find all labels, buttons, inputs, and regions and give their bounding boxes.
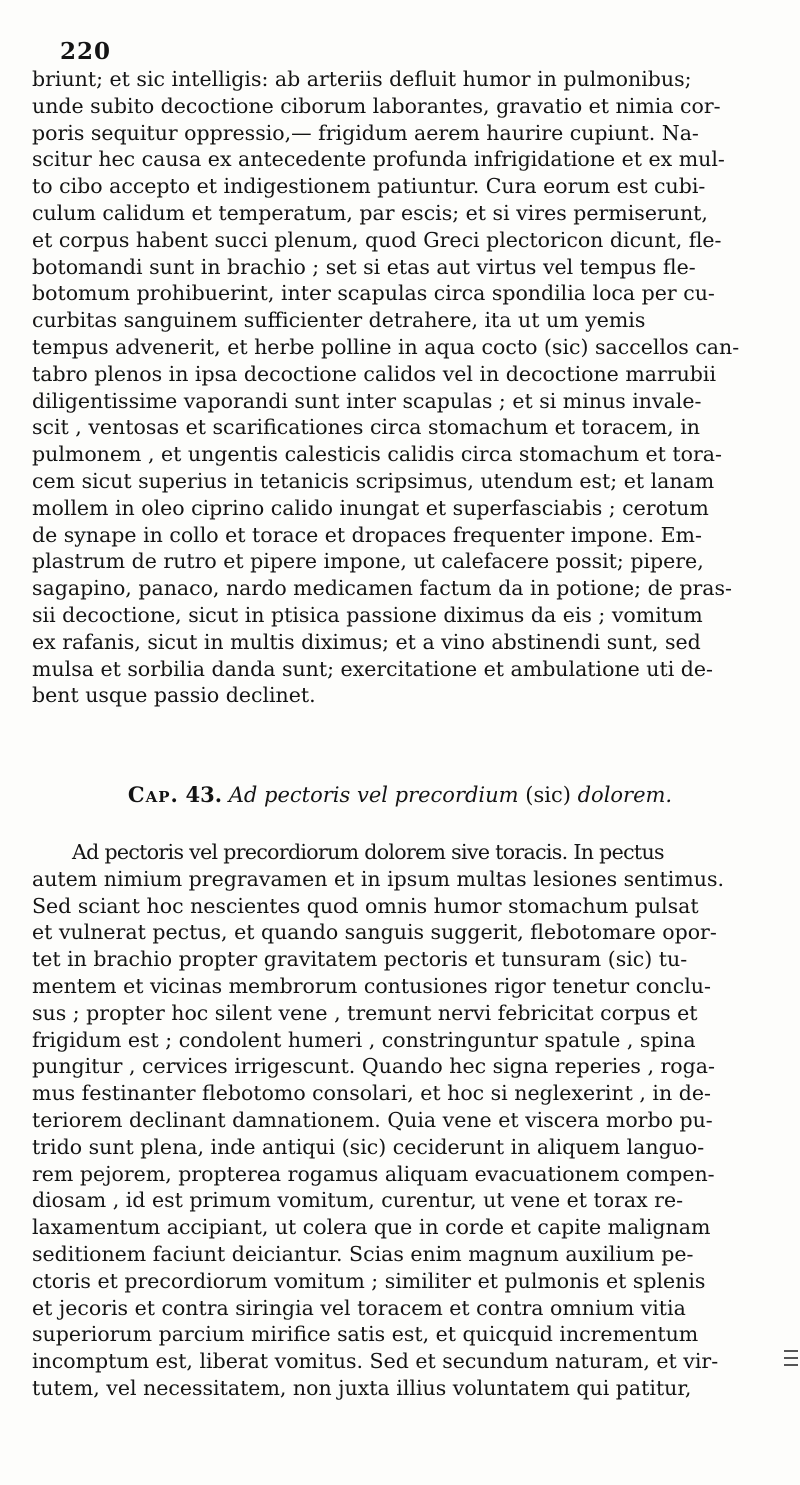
text-line: pulmonem , et ungentis calesticis calidis circa stomachum et tora- — [32, 442, 722, 467]
text-line: unde subito decoctione ciborum laborantes, gravatio et nimia cor- — [32, 93, 721, 118]
text-line: mus festinanter flebotomo consolari, et hoc si neglexerint , in de- — [32, 1081, 711, 1106]
text-line: plastrum de rutro et pipere impone, ut calefacere possit; pipere, — [32, 549, 704, 574]
text-line: to cibo accepto et indigestionem patiuntur. Cura eorum est cubi- — [32, 174, 706, 199]
text-line: botomum prohibuerint, inter scapulas circa spondilia loca per cu- — [32, 281, 715, 306]
text-line: rem pejorem, propterea rogamus aliquam evacuationem compen- — [32, 1161, 715, 1186]
text-line: autem nimium pregravamen et in ipsum multas lesiones sentimus. — [32, 866, 724, 891]
text-line: scitur hec causa ex antecedente profunda infrigidatione et ex mul- — [32, 147, 725, 172]
text-line: mulsa et sorbilia danda sunt; exercitatione et ambulatione uti de- — [32, 656, 713, 681]
text-line: superiorum parcium mirifice satis est, et quicquid incrementum — [32, 1322, 699, 1347]
text-line: de synape in collo et torace et dropaces frequenter impone. Em- — [32, 522, 702, 547]
text-line: mollem in oleo ciprino calido inungat et superfasciabis ; cerotum — [32, 495, 709, 520]
text-line: trido sunt plena, inde antiqui (sic) ceciderunt in aliquem languo- — [32, 1134, 705, 1159]
text-line: ex rafanis, sicut in multis diximus; et a vino abstinendi sunt, sed — [32, 629, 701, 654]
text-line: et vulnerat pectus, et quando sanguis suggerit, flebotomare opor- — [32, 920, 717, 945]
chapter-title: Ad pectoris vel precordium — [228, 783, 519, 807]
text-line: bent usque passio declinet. — [32, 683, 316, 708]
paragraph-continued — [32, 66, 760, 709]
text-line: diligentissime vaporandi sunt inter scapulas ; et si minus invale- — [32, 388, 702, 413]
text-line: diosam , id est primum vomitum, curentur, ut vene et torax re- — [32, 1188, 684, 1213]
text-line: tet in brachio propter gravitatem pectoris et tunsuram (sic) tu- — [32, 947, 688, 972]
chapter-heading — [0, 781, 800, 809]
text-line: briunt; et sic intelligis: ab arteriis defluit humor in pulmonibus; — [32, 67, 692, 91]
text-line: et jecoris et contra siringia vel toracem et contra omnium vitia — [32, 1295, 686, 1320]
chapter-number: 43. — [185, 782, 223, 807]
text-line: frigidum est ; condolent humeri , constringuntur spatule , spina — [32, 1027, 696, 1052]
chapter-label: Cap. — [127, 782, 179, 807]
text-line: culum calidum et temperatum, par escis; et si vires permiserunt, — [32, 200, 708, 225]
text-line: seditionem faciunt deiciantur. Scias enim magnum auxilium pe- — [32, 1241, 694, 1266]
text-line: scit , ventosas et scarificationes circa stomachum et toracem, in — [32, 415, 700, 440]
text-line: sii decoctione, sicut in ptisica passione diximus da eis ; vomitum — [32, 602, 703, 627]
text-line: tempus advenerit, et herbe polline in aqua cocto (sic) saccellos can- — [32, 334, 740, 359]
text-line: et corpus habent succi plenum, quod Greci plectoricon dicunt, fle- — [32, 227, 722, 252]
text-line: poris sequitur oppressio,— frigidum aerem haurire cupiunt. Na- — [32, 120, 699, 145]
text-line: sus ; propter hoc silent vene , tremunt nervi febricitat corpus et — [32, 1000, 698, 1025]
page-edge-mark — [784, 1350, 798, 1380]
text-line: botomandi sunt in brachio ; set si etas aut virtus vel tempus fle- — [32, 254, 696, 279]
chapter-title-end: dolorem. — [577, 783, 673, 807]
text-line: cem sicut superius in tetanicis scripsimus, utendum est; et lanam — [32, 468, 715, 493]
text-line: sagapino, panaco, nardo medicamen factum da in potione; de pras- — [32, 576, 732, 601]
text-line: Sed sciant hoc nescientes quod omnis humor stomachum pulsat — [32, 893, 699, 918]
text-line: tutem, vel necessitatem, non juxta illius voluntatem qui patitur, — [32, 1375, 692, 1400]
text-line: teriorem declinant damnationem. Quia vene et viscera morbo pu- — [32, 1107, 713, 1132]
text-line: tabro plenos in ipsa decoctione calidos vel in decoctione marrubii — [32, 361, 717, 386]
text-line: laxamentum accipiant, ut colera que in corde et capite malignam — [32, 1215, 711, 1240]
chapter-sic-note: (sic) — [525, 783, 571, 807]
text-line: Ad pectoris vel precordiorum dolorem sive toracis. In pectus — [72, 840, 664, 864]
text-line: incomptum est, liberat vomitus. Sed et secundum naturam, et vir- — [32, 1349, 719, 1374]
text-line: pungitur , cervices irrigescunt. Quando hec signa reperies , roga- — [32, 1054, 715, 1079]
page-number: 220 — [60, 38, 112, 65]
paragraph-chapter-43 — [32, 839, 760, 1402]
text-line: ctoris et precordiorum vomitum ; similiter et pulmonis et splenis — [32, 1268, 706, 1293]
text-line: curbitas sanguinem sufficienter detrahere, ita ut um yemis — [32, 308, 646, 333]
text-line: mentem et vicinas membrorum contusiones rigor tenetur conclu- — [32, 973, 711, 998]
